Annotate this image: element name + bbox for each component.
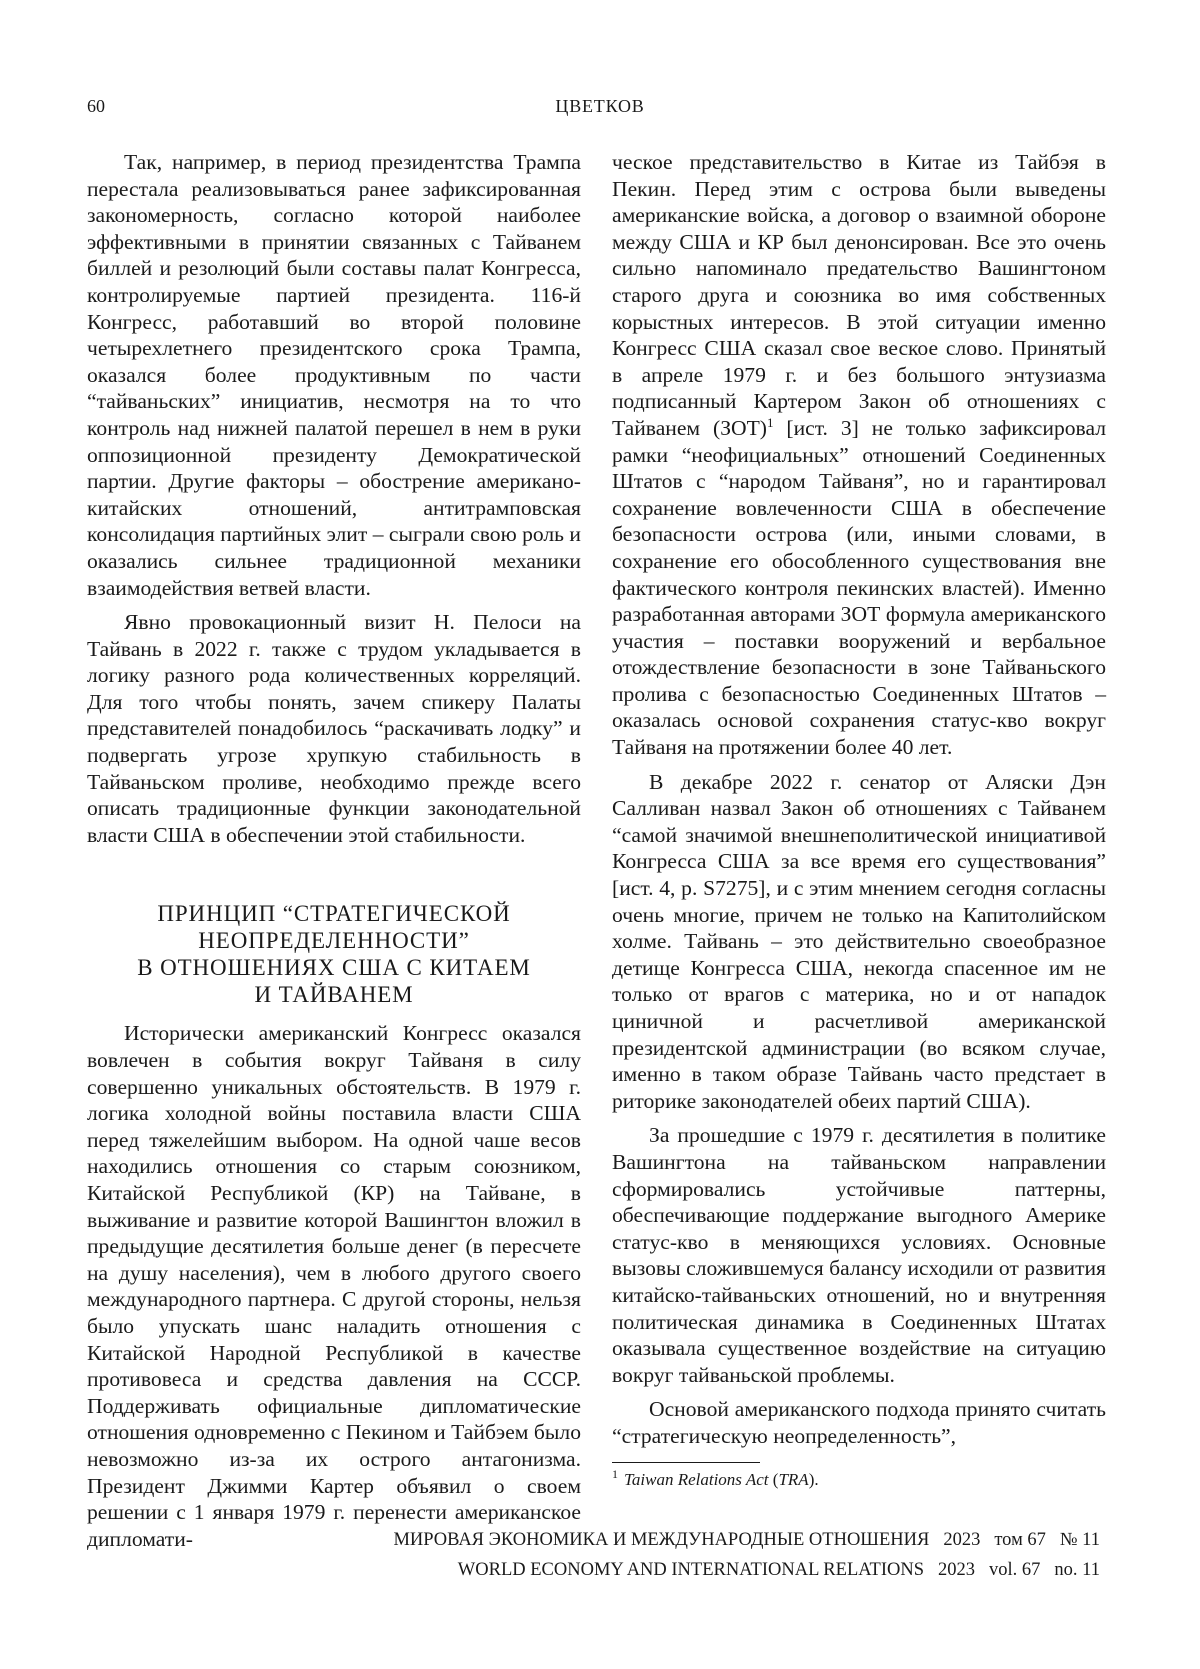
footer-en [458, 1560, 1100, 1581]
journal-volume: том 67 [994, 1530, 1046, 1550]
journal-title-ru: МИРОВАЯ ЭКОНОМИКА И МЕЖДУНАРОДНЫЕ ОТНОШЕНИЯ [393, 1530, 930, 1550]
section-heading-line: ПРИНЦИП “СТРАТЕГИЧЕСКОЙ [157, 901, 511, 927]
footnote-abbr: TRA [778, 1469, 809, 1489]
paragraph [612, 149, 1106, 761]
paragraph: За прошедшие с 1979 г. десятилетия в политике Вашингтона на тайваньском направлении сформировались устойчивые паттерны, обеспечивающие поддержание выгодного Америке статус-кво в меняющихся условиях. Основные вызовы сложившемуся балансу исходили от развития китайско-тайваньских отношений, но и внутренняя политическая динамика в Соединенных Штатах оказывала существенное воздействие на ситуацию вокруг тайваньской проблемы. [612, 1123, 1106, 1387]
running-title: ЦВЕТКОВ [555, 96, 645, 116]
paragraph: В декабре 2022 г. сенатор от Аляски Дэн Салливан назвал Закон об отношениях с Тайванем “самой значимой внешнеполитической инициативой Конгресса США за все время его существования” [ист. 4, p. S7275], и с этим мнением сегодня согласны очень многие, причем не только на Капитолийском холме. Тайвань – это действительно своеобразное детище Конгресса США, некогда спасенное им не только от врагов с материка, но и от нападок циничной и расчетливой американской президентской администрации (во всяком случае, именно в таком образе Тайвань часто предстает в риторике законодателей обеих партий США). [612, 769, 1106, 1113]
footnote-reference: 1 [767, 414, 774, 430]
section-heading-line: И ТАЙВАНЕМ [254, 982, 414, 1008]
left-column [87, 149, 581, 1552]
footer-ru [393, 1530, 1100, 1551]
footnote [612, 1466, 1106, 1490]
journal-year: 2023 [943, 1530, 981, 1550]
paragraph-text: ческое представительство в Китае из Тайбэя в Пекин. Перед этим с острова были выведены американские войска, а договор о взаимной обороне между США и КР был денонсирован. Все это очень сильно напоминало предательство Вашингтоном старого друга и союзника во имя собственных корыстных интересов. В этой ситуации именно Конгресс США сказал свое веское слово. Принятый в апреле 1979 г. и без большого энтузиазма подписанный Картером Закон об отношениях с Тайванем (ЗОТ) [612, 150, 1106, 440]
footnote-punct: ). [808, 1469, 819, 1489]
footnote-divider [612, 1462, 760, 1463]
paragraph: Исторически американский Конгресс оказался вовлечен в события вокруг Тайваня в силу совершенно уникальных обстоятельств. В 1979 г. логика холодной войны поставила власти США перед тяжелейшим выбором. На одной чаше весов находились отношения со старым союзником, Китайской Республикой (КР) на Тайване, в выживание и развитие которой Вашингтон вложил в предыдущие десятилетия больше денег (в пересчете на душу населения), чем в любого другого своего международного партнера. С другой стороны, нельзя было упускать шанс наладить отношения с Китайской Народной Республикой в качестве противовеса и средства давления на СССР. Поддерживать официальные дипломатические отношения одновременно с Пекином и Тайбэем было невозможно из-за их острого антагонизма. Президент Джимми Картер объявил о своем решении с 1 января 1979 г. перенести американское дипломати- [87, 1021, 581, 1551]
journal-title-en: WORLD ECONOMY AND INTERNATIONAL RELATIONS [457, 1560, 925, 1580]
right-column [612, 149, 1106, 1490]
paragraph: Явно провокационный визит Н. Пелоси на Тайвань в 2022 г. также с трудом укладывается в логику разного рода количественных корреляций. Для того чтобы понять, зачем спикеру Палаты представителей понадобилось “раскачивать лодку” и подвергать угрозе хрупкую стабильность в Тайваньском проливе, необходимо прежде всего описать традиционные функции законодательной власти США в обеспечении этой стабильности. [87, 610, 581, 847]
journal-issue: № 11 [1059, 1530, 1100, 1550]
paragraph-text: [ист. 3] не только зафиксировал рамки “неофициальных” отношений Соединенных Штатов с “народом Тайваня”, но и гарантировал сохранение вовлеченности США в обеспечение безопасности острова (или, иными словами, в сохранение его обособленного существования вне фактического контроля пекинских властей). Именно разработанная авторами ЗОТ формула американского участия – поставки вооружений и вербальное отождествление безопасности в зоне Тайваньского пролива с безопасностью Соединенных Штатов – оказалась основой сохранения статус-кво вокруг Тайваня на протяжении более 40 лет. [612, 415, 1107, 760]
section-heading-line: В ОТНОШЕНИЯХ США С КИТАЕМ [137, 955, 531, 981]
journal-volume: vol. 67 [989, 1560, 1041, 1580]
footnote-number: 1 [612, 1466, 618, 1481]
section-heading [87, 900, 581, 1008]
section-heading-line: НЕОПРЕДЕЛЕННОСТИ” [198, 928, 470, 954]
paragraph: Так, например, в период президентства Трампа перестала реализовываться ранее зафиксированная закономерность, согласно которой наиболее эффективными в принятии связанных с Тайванем биллей и резолюций были составы палат Конгресса, контролируемые партией президента. 116-й Конгресс, работавший во второй половине четырехлетнего президентского срока Трампа, оказался более продуктивным по части “тайваньских” инициатив, несмотря на то что контроль над нижней палатой перешел в нем в руки оппозиционной президенту Демократической партии. Другие факторы – обострение американо-китайских отношений, антитрамповская консолидация партийных элит – сыграли свою роль и оказались сильнее традиционной механики взаимодействия ветвей власти. [87, 150, 581, 600]
journal-year: 2023 [938, 1560, 976, 1580]
footnote-punct: ( [768, 1469, 779, 1489]
journal-issue: no. 11 [1054, 1560, 1100, 1580]
footnote-title: Taiwan Relations Act [624, 1469, 769, 1489]
page-number: 60 [87, 96, 105, 116]
paragraph: Основой американского подхода принято считать “стратегическую неопределенность”, [612, 1397, 1106, 1448]
